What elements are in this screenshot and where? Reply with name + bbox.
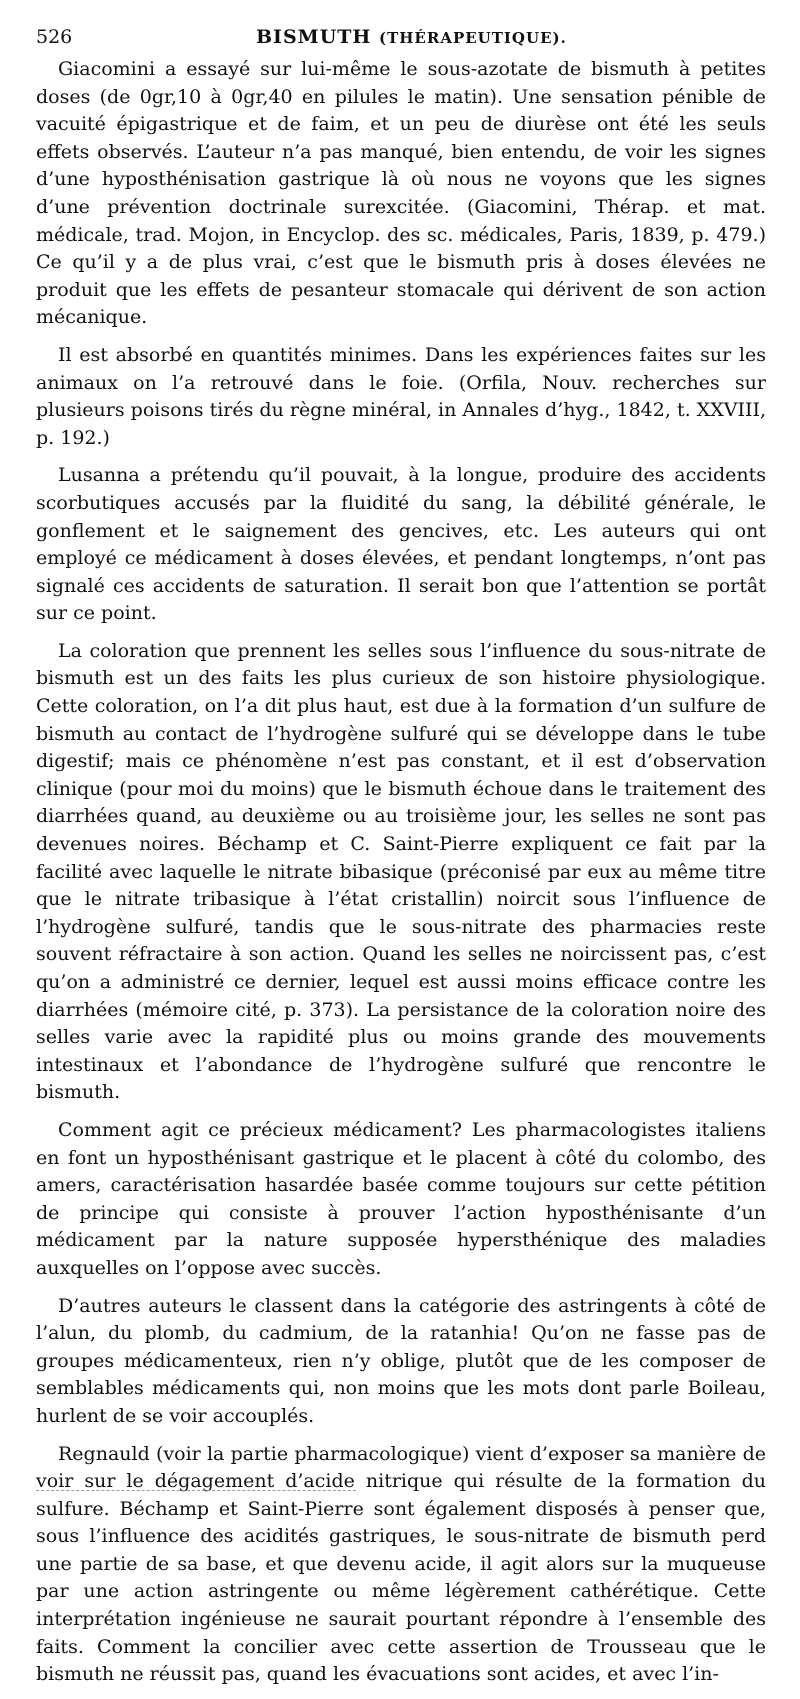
- paragraph: Lusanna a prétendu qu’il pouvait, à la longue, produire des accidents scorbutiques accusés par la fluidité du sang, la débilité générale, le gonflement et le saignement des gencives, etc. Les auteurs qui ont employé ce médicament à doses élevées, et pendant longtemps, n’ont pas signalé ces accidents de saturation. Il serait bon que l’attention se portât sur ce point.: [36, 464, 766, 625]
- footer-rule: [36, 1490, 356, 1491]
- paragraph: La coloration que prennent les selles sous l’influence du sous-nitrate de bismuth est un des faits les plus curieux de son histoire physiologique. Cette coloration, on l’a dit plus haut, est due à la formation d’un sulfure de bismuth au contact de l’hydrogène sulfuré qui se développe dans le tube digestif; mais ce phénomène n’est pas constant, et il est d’observation clinique (pour moi du moins) que le bismuth échoue dans le traitement des diarrhées quand, au deuxième ou au troisième jour, les selles ne sont pas devenues noires. Béchamp et C. Saint-Pierre expliquent ce fait par la facilité avec laquelle le nitrate bibasique (préconisé par eux au même titre que le nitrate tribasique à l’état cristallin) noircit sous l’influence de l’hydrogène sulfuré, tandis que le sous-nitrate des pharmacies reste souvent réfractaire à son action. Quand les selles ne noircissent pas, c’est qu’on a administré ce dernier, lequel est aussi moins efficace contre les diarrhées (mémoire cité, p. 373). La persistance de la coloration noire des selles varie avec la rapidité plus ou moins grande des mouvements intestinaux et l’abondance de l’hydrogène sulfuré que rencontre le bismuth.: [36, 639, 766, 1104]
- paragraph: D’autres auteurs le classent dans la catégorie des astringents à côté de l’alun, du plomb, du cadmium, de la ratanhia! Qu’on ne fasse pas de groupes médicamenteux, rien n’y oblige, plutôt que de les composer de semblables médicaments qui, non moins que les mots dont parle Boileau, hurlent de se voir accouplés.: [36, 1294, 766, 1427]
- running-title-main: BISMUTH: [256, 26, 372, 48]
- running-title-subtitle: (THÉRAPEUTIQUE).: [378, 29, 567, 47]
- page-number: 526: [36, 26, 73, 48]
- body-text: [36, 56, 766, 1689]
- page: [36, 22, 766, 1699]
- paragraph: Il est absorbé en quantités minimes. Dans les expériences faites sur les animaux on l’a retrouvé dans le foie. (Orfila, Nouv. recherches sur plusieurs poisons tirés du règne minéral, in Annales d’hyg., 1842, t. XXVIII, p. 192.): [36, 343, 766, 449]
- paragraph: Regnauld (voir la partie pharmacologique) vient d’exposer sa manière de voir sur le dégagement d’acide nitrique qui résulte de la formation du sulfure. Béchamp et Saint-Pierre sont également disposés à penser que, sous l’influence des acidités gastriques, le sous-nitrate de bismuth perd une partie de sa base, et que devenu acide, il agit alors sur la muqueuse par une action astringente ou même légèrement cathérétique. Cette interprétation ingénieuse ne saurait pourtant répondre à l’ensemble des faits. Comment la concilier avec cette assertion de Trousseau que le bismuth ne réussit pas, quand les évacuations sont acides, et avec l’in-: [36, 1442, 766, 1686]
- running-head: [36, 22, 766, 56]
- running-title: [256, 26, 567, 48]
- paragraph: Giacomini a essayé sur lui-même le sous-azotate de bismuth à petites doses (de 0gr,10 à 0gr,40 en pilules le matin). Une sensation pénible de vacuité épigastrique et de faim, et un peu de diurèse ont été les seuls effets observés. L’auteur n’a pas manqué, bien entendu, de voir les signes d’une hyposthénisation gastrique là où nous ne voyons que les signes d’une prévention doctrinale surexcitée. (Giacomini, Thérap. et mat. médicale, trad. Mojon, in Encyclop. des sc. médicales, Paris, 1839, p. 479.) Ce qu’il y a de plus vrai, c’est que le bismuth pris à doses élevées ne produit que les effets de pesanteur stomacale qui dérivent de son action mécanique.: [36, 58, 766, 329]
- paragraph: Comment agit ce précieux médicament? Les pharmacologistes italiens en font un hyposthénisant gastrique et le placent à côté du colombo, des amers, caractérisation hasardée basée comme toujours sur cette pétition de principe qui consiste à prouver l’action hyposthénisante d’un médicament par la nature supposée hypersthénique des maladies auxquelles on l’oppose avec succès.: [36, 1118, 766, 1279]
